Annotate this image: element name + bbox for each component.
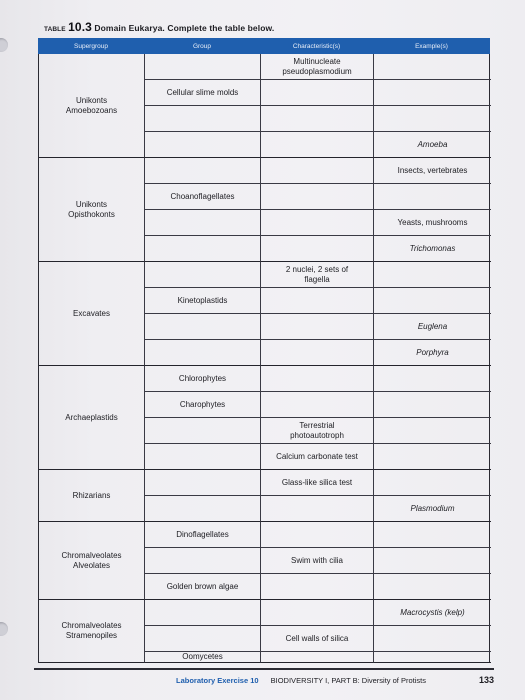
characteristic-cell[interactable] [261, 288, 374, 314]
example-cell[interactable] [374, 626, 491, 652]
group-cell[interactable] [145, 314, 261, 340]
header-group: Group [192, 42, 212, 50]
domain-eukarya-table [38, 38, 490, 663]
supergroup-cell: Unikonts Amoebozoans [39, 54, 145, 158]
example-cell: Trichomonas [374, 236, 491, 262]
characteristic-cell: Terrestrial photoautotroph [261, 418, 374, 444]
header-supergroup: Supergroup [74, 42, 108, 50]
characteristic-cell: Glass-like silica test [261, 470, 374, 496]
group-cell: Golden brown algae [145, 574, 261, 600]
header-characteristics: Characteristic(s) [292, 42, 341, 50]
table-instruction: Complete the table below. [167, 23, 275, 33]
example-cell[interactable] [374, 470, 491, 496]
example-cell[interactable] [374, 652, 491, 663]
group-cell[interactable] [145, 54, 261, 80]
supergroup-cell: Rhizarians [39, 470, 145, 522]
characteristic-cell[interactable] [261, 236, 374, 262]
binder-hole-bottom [0, 622, 8, 636]
characteristic-cell[interactable] [261, 132, 374, 158]
characteristic-cell[interactable] [261, 392, 374, 418]
group-cell: Oomycetes [145, 652, 261, 663]
example-cell[interactable] [374, 262, 491, 288]
page-footer [176, 676, 494, 685]
example-cell: Macrocystis (kelp) [374, 600, 491, 626]
example-cell[interactable] [374, 106, 491, 132]
example-cell: Amoeba [374, 132, 491, 158]
characteristic-cell[interactable] [261, 600, 374, 626]
example-cell[interactable] [374, 522, 491, 548]
table-body [38, 54, 490, 663]
example-cell[interactable] [374, 288, 491, 314]
characteristic-cell: Swim with cilia [261, 548, 374, 574]
group-cell[interactable] [145, 262, 261, 288]
group-cell[interactable] [145, 418, 261, 444]
supergroup-cell: Archaeplastids [39, 366, 145, 470]
group-cell: Cellular slime molds [145, 80, 261, 106]
footer-lab-label: Laboratory Exercise 10 [176, 676, 259, 685]
characteristic-cell[interactable] [261, 210, 374, 236]
supergroup-cell: Excavates [39, 262, 145, 366]
binder-hole-top [0, 38, 8, 52]
group-cell: Charophytes [145, 392, 261, 418]
example-cell[interactable] [374, 418, 491, 444]
characteristic-cell: Multinucleate pseudoplasmodium [261, 54, 374, 80]
supergroup-cell: Unikonts Opisthokonts [39, 158, 145, 262]
group-cell[interactable] [145, 496, 261, 522]
footer-rule [34, 668, 494, 670]
example-cell: Porphyra [374, 340, 491, 366]
example-cell[interactable] [374, 184, 491, 210]
characteristic-cell[interactable] [261, 522, 374, 548]
group-cell[interactable] [145, 340, 261, 366]
group-cell[interactable] [145, 210, 261, 236]
example-cell[interactable] [374, 548, 491, 574]
characteristic-cell[interactable] [261, 340, 374, 366]
table-caption [44, 20, 274, 34]
group-cell[interactable] [145, 600, 261, 626]
header-examples: Example(s) [415, 42, 448, 50]
example-cell[interactable] [374, 574, 491, 600]
page-number: 133 [478, 675, 494, 685]
group-cell[interactable] [145, 132, 261, 158]
footer-title: BIODIVERSITY I, PART B: Diversity of Protists [270, 676, 426, 685]
group-cell[interactable] [145, 106, 261, 132]
group-cell[interactable] [145, 236, 261, 262]
group-cell: Dinoflagellates [145, 522, 261, 548]
group-cell[interactable] [145, 470, 261, 496]
group-cell: Kinetoplastids [145, 288, 261, 314]
table-word: TABLE [44, 26, 66, 33]
example-cell: Euglena [374, 314, 491, 340]
characteristic-cell[interactable] [261, 158, 374, 184]
example-cell[interactable] [374, 392, 491, 418]
supergroup-cell: Chromalveolates Stramenopiles [39, 600, 145, 663]
characteristic-cell: 2 nuclei, 2 sets of flagella [261, 262, 374, 288]
table-header-row [38, 38, 490, 54]
characteristic-cell[interactable] [261, 314, 374, 340]
example-cell[interactable] [374, 54, 491, 80]
characteristic-cell: Cell walls of silica [261, 626, 374, 652]
group-cell: Choanoflagellates [145, 184, 261, 210]
example-cell[interactable] [374, 80, 491, 106]
characteristic-cell[interactable] [261, 106, 374, 132]
example-cell: Insects, vertebrates [374, 158, 491, 184]
group-cell[interactable] [145, 444, 261, 470]
characteristic-cell[interactable] [261, 574, 374, 600]
characteristic-cell: Calcium carbonate test [261, 444, 374, 470]
example-cell: Yeasts, mushrooms [374, 210, 491, 236]
example-cell: Plasmodium [374, 496, 491, 522]
table-title: Domain Eukarya. [94, 23, 165, 33]
group-cell: Chlorophytes [145, 366, 261, 392]
example-cell[interactable] [374, 366, 491, 392]
characteristic-cell[interactable] [261, 366, 374, 392]
example-cell[interactable] [374, 444, 491, 470]
characteristic-cell[interactable] [261, 80, 374, 106]
group-cell[interactable] [145, 158, 261, 184]
characteristic-cell[interactable] [261, 652, 374, 663]
characteristic-cell[interactable] [261, 184, 374, 210]
characteristic-cell[interactable] [261, 496, 374, 522]
group-cell[interactable] [145, 548, 261, 574]
supergroup-cell: Chromalveolates Alveolates [39, 522, 145, 600]
group-cell[interactable] [145, 626, 261, 652]
table-number: 10.3 [68, 20, 92, 34]
